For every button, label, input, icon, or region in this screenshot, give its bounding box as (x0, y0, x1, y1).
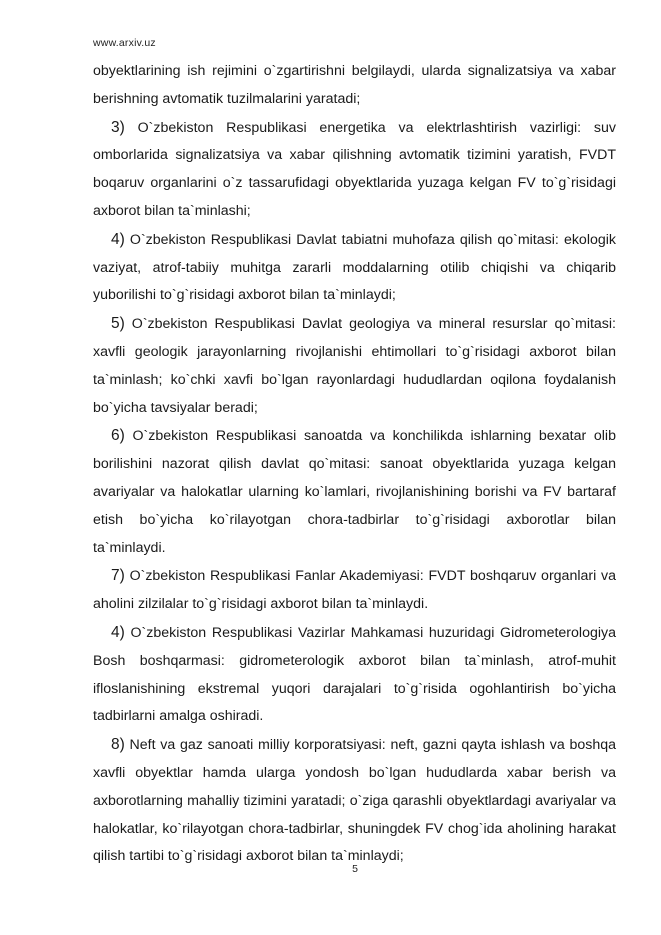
list-number: 3) (111, 118, 125, 136)
document-body (93, 58, 616, 871)
list-item-4 (93, 226, 616, 310)
list-item-8 (93, 731, 616, 871)
list-number: 5) (111, 315, 125, 333)
paragraph-text: Neft va gaz sanoati milliy korporatsiyasi: neft, gazni qayta ishlash va boshqa xavfli obyektlar hamda ularga yondosh bo`lgan hududlarda xabar berish va axborotlarning mahalliy tizimini yaratadi; o`ziga qarashli obyektlardagi avariyalar va halokatlar, ko`rilayotgan chora-tadbirlar, shuningdek FV chog`ida aholining harakat qilish tartibi to`g`risidagi axborot bilan ta`minlaydi; (93, 737, 616, 865)
list-item-4b (93, 619, 616, 731)
list-item-6 (93, 422, 616, 562)
paragraph-text: O`zbekiston Respublikasi Fanlar Akademiyasi: FVDT boshqaruv organlari va aholini zilzilalar to`g`risidagi axborot bilan ta`minlaydi. (93, 568, 616, 613)
site-url: www.arxiv.uz (93, 37, 156, 49)
list-number: 6) (111, 427, 125, 445)
list-item-5 (93, 310, 616, 422)
paragraph-text: O`zbekiston Respublikasi sanoatda va konchilikda ishlarning bexatar olib borilishini nazorat qilish davlat qo`mitasi: sanoat obyektlarida yuzaga kelgan avariyalar va halokatlar ularning ko`lamlari, rivojlanishining borishi va FV bartaraf etish bo`yicha ko`rilayotgan chora-tadbirlar to`g`risidagi axborotlar bilan ta`minlaydi. (93, 428, 616, 556)
list-number: 7) (111, 567, 125, 585)
paragraph-text: O`zbekiston Respublikasi energetika va elektrlashtirish vazirligi: suv omborlarida signalizatsiya va xabar qilishning avtomatik tizimini yaratish, FVDT boqaruv organlarini o`z tassarufidagi obyektlarida yuzaga kelgan FV to`g`risidagi axborot bilan ta`minlashi; (93, 119, 616, 219)
paragraph-text: O`zbekiston Respublikasi Davlat geologiya va mineral resurslar qo`mitasi: xavfli geologik jarayonlarning rivojlanishi ehtimollari to`g`risidagi axborot bilan ta`minlash; ko`chki xavfi bo`lgan rayonlardagi hududlardan oqilona foydalanish bo`yicha tavsiyalar beradi; (93, 316, 616, 416)
paragraph-text: obyektlarining ish rejimini o`zgartirishni belgilaydi, ularda signalizatsiya va xabar berishning avtomatik tuzilmalarini yaratadi; (93, 63, 616, 107)
paragraph-text: O`zbekiston Respublikasi Vazirlar Mahkamasi huzuridagi Gidrometerologiya Bosh boshqarmasi: gidrometerologik axborot bilan ta`minlash, atrof-muhit ifloslanishining ekstremal yuqori darajalari to`g`risida ogohlantirish bo`yicha tadbirlarni amalga oshiradi. (93, 624, 616, 725)
list-number: 4) (111, 230, 125, 248)
list-item-3 (93, 114, 616, 226)
page-number: 5 (352, 863, 358, 875)
list-number: 4) (111, 623, 125, 641)
list-item-7 (93, 562, 616, 619)
paragraph-text: O`zbekiston Respublikasi Davlat tabiatni muhofaza qilish qo`mitasi: ekologik vaziyat, atrof-tabiiy muhitga zararli moddalarning otilib chiqishi va chiqarib yuborilishi to`g`risidagi axborot bilan ta`minlaydi; (93, 231, 616, 304)
paragraph-continuation (93, 58, 616, 114)
list-number: 8) (111, 736, 125, 754)
